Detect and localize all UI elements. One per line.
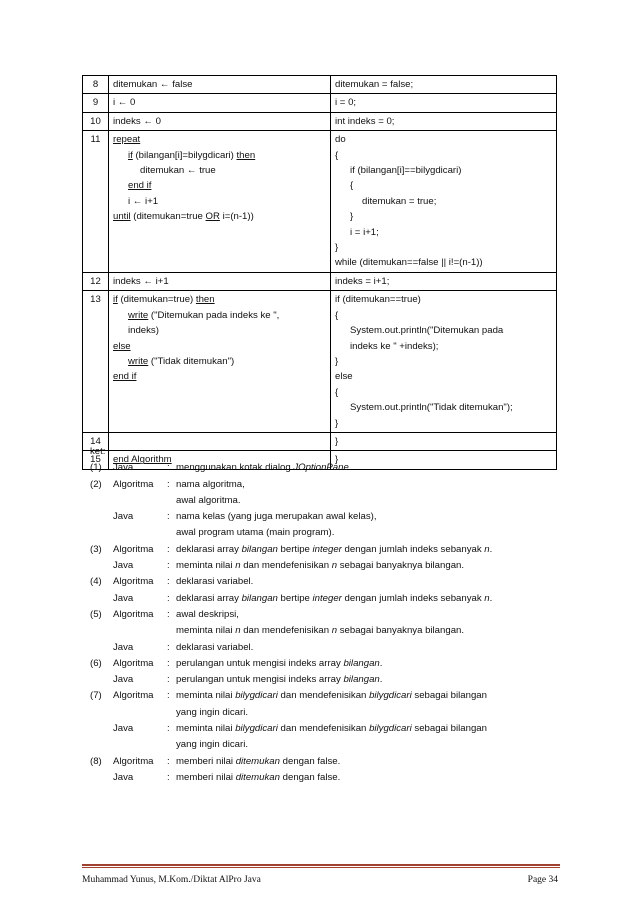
note-term: bilygdicari bbox=[369, 690, 412, 702]
note-item bbox=[90, 591, 560, 607]
note-colon: : bbox=[167, 560, 170, 572]
row-number: 10 bbox=[83, 112, 109, 130]
note-colon: : bbox=[167, 478, 170, 490]
footer-rule-thin bbox=[82, 867, 560, 868]
row-number: 8 bbox=[83, 76, 109, 94]
note-label: Java bbox=[113, 462, 134, 474]
note-term: n bbox=[235, 560, 241, 572]
note-label: Algoritma bbox=[113, 576, 154, 588]
write-continuation: indeks) bbox=[128, 325, 159, 337]
note-colon: : bbox=[167, 723, 170, 735]
note-item bbox=[90, 737, 560, 753]
java-cell: } bbox=[331, 451, 557, 469]
note-item bbox=[90, 525, 560, 541]
note-label: Algoritma bbox=[113, 755, 154, 767]
note-text-part: deklarasi array bbox=[176, 543, 242, 555]
code-line: { bbox=[335, 386, 339, 398]
table-row bbox=[83, 272, 557, 290]
note-term: n bbox=[484, 543, 490, 555]
code-line: } bbox=[350, 211, 354, 223]
note-text-part: dan mendefenisikan bbox=[277, 690, 370, 702]
note-colon: : bbox=[167, 771, 170, 783]
write-text: ("Ditemukan pada indeks ke ", bbox=[148, 309, 280, 321]
algorithm-cell: i ← 0 bbox=[109, 94, 331, 112]
note-term: bilygdicari bbox=[369, 723, 412, 735]
write-line bbox=[113, 354, 326, 369]
note-colon: : bbox=[167, 511, 170, 523]
notes-section bbox=[90, 444, 560, 786]
note-text-part: memberi nilai bbox=[176, 771, 236, 783]
increment-line: i ← i+1 bbox=[128, 195, 159, 207]
note-term: bilygdicari bbox=[235, 723, 278, 735]
note-label: Algoritma bbox=[113, 657, 154, 669]
java-cell: int indeks = 0; bbox=[331, 112, 557, 130]
note-item bbox=[90, 656, 560, 672]
code-line: indeks ke " +indeks); bbox=[350, 340, 439, 352]
note-label: Algoritma bbox=[113, 690, 154, 702]
note-text: deklarasi variabel. bbox=[176, 641, 254, 653]
note-term: bilygdicari bbox=[235, 690, 278, 702]
note-text: yang ingin dicari. bbox=[176, 706, 248, 718]
note-label: Algoritma bbox=[113, 478, 154, 490]
note-text-part: . bbox=[379, 657, 383, 669]
code-line: if (ditemukan==true) bbox=[335, 294, 421, 306]
note-text-part: . bbox=[489, 592, 493, 604]
note-label: Java bbox=[113, 723, 134, 735]
java-cell: ditemukan = false; bbox=[331, 76, 557, 94]
until-keyword: until bbox=[113, 211, 131, 223]
note-term: integer bbox=[312, 543, 342, 555]
row-number: 14 bbox=[83, 432, 109, 450]
code-line: do bbox=[335, 134, 346, 146]
note-text-part: sebagai bilangan bbox=[411, 690, 487, 702]
note-item bbox=[90, 493, 560, 509]
code-line: { bbox=[335, 309, 339, 321]
note-text-part: meminta nilai bbox=[176, 560, 236, 572]
row-number: 11 bbox=[83, 131, 109, 273]
algorithm-cell: indeks ← 0 bbox=[109, 112, 331, 130]
note-label: Java bbox=[113, 771, 134, 783]
footer-rule bbox=[82, 864, 560, 866]
table-row bbox=[83, 131, 557, 273]
note-text-part: meminta nilai bbox=[176, 690, 236, 702]
note-text-part: . bbox=[379, 674, 383, 686]
note-label: Java bbox=[113, 641, 134, 653]
note-item bbox=[90, 558, 560, 574]
note-text: awal deskripsi, bbox=[176, 608, 239, 620]
write-keyword: write bbox=[128, 309, 149, 321]
note-item bbox=[90, 640, 560, 656]
note-text-part: sebagai banyaknya bilangan. bbox=[337, 625, 465, 637]
note-number: (3) bbox=[90, 543, 102, 555]
algorithm-java-table bbox=[82, 75, 557, 470]
note-item bbox=[90, 754, 560, 770]
note-text-part: bertipe bbox=[277, 592, 313, 604]
note-text bbox=[176, 672, 382, 688]
note-number: (5) bbox=[90, 608, 102, 620]
note-label: Java bbox=[113, 560, 134, 572]
page-number: Page 34 bbox=[527, 875, 558, 885]
note-colon: : bbox=[167, 690, 170, 702]
note-text bbox=[176, 656, 382, 672]
note-term: bilangan bbox=[241, 543, 278, 555]
note-term: n bbox=[235, 625, 241, 637]
row-number: 13 bbox=[83, 291, 109, 433]
code-line: { bbox=[335, 149, 339, 161]
note-text-part: meminta nilai bbox=[176, 625, 236, 637]
code-line: while (ditemukan==false || i!=(n-1)) bbox=[335, 257, 483, 269]
algorithm-cell: ditemukan ← false bbox=[109, 76, 331, 94]
note-text-part: dengan false. bbox=[279, 771, 341, 783]
notes-list bbox=[90, 460, 560, 786]
code-line: else bbox=[335, 371, 353, 383]
note-text-part: . bbox=[489, 543, 493, 555]
code-line: } bbox=[335, 355, 339, 367]
table-row bbox=[83, 291, 557, 433]
note-colon: : bbox=[167, 608, 170, 620]
note-label: Java bbox=[113, 674, 134, 686]
write-line bbox=[113, 308, 326, 323]
note-text-part: dengan jumlah indeks sebanyak bbox=[341, 543, 485, 555]
algorithm-cell bbox=[109, 131, 331, 273]
if-line bbox=[113, 292, 326, 307]
note-text: deklarasi variabel. bbox=[176, 576, 254, 588]
note-number: (7) bbox=[90, 690, 102, 702]
note-term: n bbox=[331, 625, 338, 637]
note-item bbox=[90, 509, 560, 525]
note-term: integer bbox=[312, 592, 342, 604]
java-cell: i = 0; bbox=[331, 94, 557, 112]
then-keyword: then bbox=[236, 149, 256, 161]
note-text: nama kelas (yang juga merupakan awal kelas), bbox=[176, 511, 377, 523]
assign-line: ditemukan ← true bbox=[140, 165, 216, 177]
write-keyword: write bbox=[128, 355, 149, 367]
note-term: n bbox=[484, 592, 490, 604]
row-number: 12 bbox=[83, 272, 109, 290]
if-keyword: if bbox=[128, 149, 133, 161]
write-text: ("Tidak ditemukan") bbox=[148, 355, 235, 367]
if-condition: (ditemukan=true) bbox=[117, 294, 196, 306]
note-text-part: bertipe bbox=[277, 543, 313, 555]
note-text bbox=[176, 460, 351, 476]
if-keyword: if bbox=[113, 294, 118, 306]
code-line: if (bilangan[i]==bilygdicari) bbox=[350, 165, 462, 177]
code-line: } bbox=[335, 242, 339, 254]
note-text-part: menggunakan kotak dialog bbox=[176, 462, 294, 474]
note-number: (4) bbox=[90, 576, 102, 588]
note-text-part: perulangan untuk mengisi indeks array bbox=[176, 674, 344, 686]
note-text-part: memberi nilai bbox=[176, 755, 236, 767]
note-text bbox=[176, 558, 464, 574]
note-text-part: dengan false. bbox=[279, 755, 341, 767]
note-label: Java bbox=[113, 592, 134, 604]
note-text bbox=[176, 688, 487, 704]
if-line bbox=[113, 148, 326, 163]
note-text-part: dengan jumlah indeks sebanyak bbox=[341, 592, 485, 604]
algorithm-cell: end Algorithm bbox=[109, 451, 331, 469]
algorithm-cell: indeks ← i+1 bbox=[109, 272, 331, 290]
note-colon: : bbox=[167, 755, 170, 767]
note-term: JOptionPane bbox=[293, 462, 349, 474]
if-condition: (bilangan[i]=bilygdicari) bbox=[132, 149, 237, 161]
note-number: (8) bbox=[90, 755, 102, 767]
note-text-part: meminta nilai bbox=[176, 723, 236, 735]
code-line: { bbox=[350, 180, 354, 192]
note-text-part: sebagai bilangan bbox=[411, 723, 487, 735]
row-number: 9 bbox=[83, 94, 109, 112]
note-number: (1) bbox=[90, 462, 102, 474]
row-number: 15 bbox=[83, 451, 109, 469]
note-text-part: deklarasi array bbox=[176, 592, 242, 604]
note-item bbox=[90, 542, 560, 558]
note-colon: : bbox=[167, 576, 170, 588]
note-colon: : bbox=[167, 462, 170, 474]
note-item bbox=[90, 672, 560, 688]
note-term: ditemukan bbox=[235, 771, 280, 783]
note-term: bilangan bbox=[241, 592, 278, 604]
code-line: System.out.println("Tidak ditemukan"); bbox=[350, 402, 513, 414]
note-colon: : bbox=[167, 657, 170, 669]
endif-keyword: end if bbox=[113, 371, 137, 383]
else-keyword: else bbox=[113, 340, 131, 352]
note-item bbox=[90, 574, 560, 590]
note-item bbox=[90, 688, 560, 704]
note-label: Algoritma bbox=[113, 608, 154, 620]
java-cell bbox=[331, 131, 557, 273]
note-item bbox=[90, 705, 560, 721]
note-text-part: dan mendefenisikan bbox=[277, 723, 370, 735]
note-text-part: dan mendefenisikan bbox=[240, 560, 332, 572]
then-keyword: then bbox=[195, 294, 215, 306]
algorithm-cell bbox=[109, 291, 331, 433]
note-term: n bbox=[331, 560, 338, 572]
endif-keyword: end if bbox=[128, 180, 152, 192]
repeat-keyword: repeat bbox=[113, 134, 141, 146]
notes-title: ket: bbox=[90, 446, 106, 457]
code-line: i = i+1; bbox=[350, 226, 379, 238]
note-text: awal algoritma. bbox=[176, 494, 241, 506]
table-row bbox=[83, 94, 557, 112]
note-text: awal program utama (main program). bbox=[176, 527, 335, 539]
note-item bbox=[90, 607, 560, 623]
java-cell: indeks = i+1; bbox=[331, 272, 557, 290]
until-line bbox=[113, 209, 326, 224]
table-row bbox=[83, 112, 557, 130]
note-text bbox=[176, 542, 492, 558]
note-colon: : bbox=[167, 641, 170, 653]
note-item bbox=[90, 477, 560, 493]
note-number: (6) bbox=[90, 657, 102, 669]
code-line: System.out.println("Ditemukan pada bbox=[350, 325, 504, 337]
note-text bbox=[176, 721, 487, 737]
note-colon: : bbox=[167, 592, 170, 604]
note-term: bilangan bbox=[343, 674, 380, 686]
until-cond-b: i=(n-1)) bbox=[219, 211, 254, 223]
note-item bbox=[90, 770, 560, 786]
note-text: nama algoritma, bbox=[176, 478, 245, 490]
note-text-part: . bbox=[348, 462, 352, 474]
code-line: } bbox=[335, 417, 339, 429]
note-item bbox=[90, 623, 560, 639]
note-number: (2) bbox=[90, 478, 102, 490]
note-term: bilangan bbox=[343, 657, 380, 669]
note-text bbox=[176, 770, 340, 786]
note-text-part: sebagai banyaknya bilangan. bbox=[337, 560, 465, 572]
note-text-part: dan mendefenisikan bbox=[240, 625, 332, 637]
java-cell: } bbox=[331, 432, 557, 450]
note-text bbox=[176, 754, 340, 770]
note-item bbox=[90, 460, 560, 476]
footer-author: Muhammad Yunus, M.Kom./Diktat AlPro Java bbox=[82, 875, 261, 885]
until-cond-a: (ditemukan=true bbox=[130, 211, 206, 223]
or-keyword: OR bbox=[205, 211, 220, 223]
note-colon: : bbox=[167, 674, 170, 686]
note-label: Algoritma bbox=[113, 543, 154, 555]
note-text-part: perulangan untuk mengisi indeks array bbox=[176, 657, 344, 669]
note-term: ditemukan bbox=[235, 755, 280, 767]
note-text bbox=[176, 591, 492, 607]
note-text bbox=[176, 623, 464, 639]
note-label: Java bbox=[113, 511, 134, 523]
table-row bbox=[83, 76, 557, 94]
note-colon: : bbox=[167, 543, 170, 555]
code-line: ditemukan = true; bbox=[362, 195, 437, 207]
note-item bbox=[90, 721, 560, 737]
java-cell bbox=[331, 291, 557, 433]
note-text: yang ingin dicari. bbox=[176, 739, 248, 751]
